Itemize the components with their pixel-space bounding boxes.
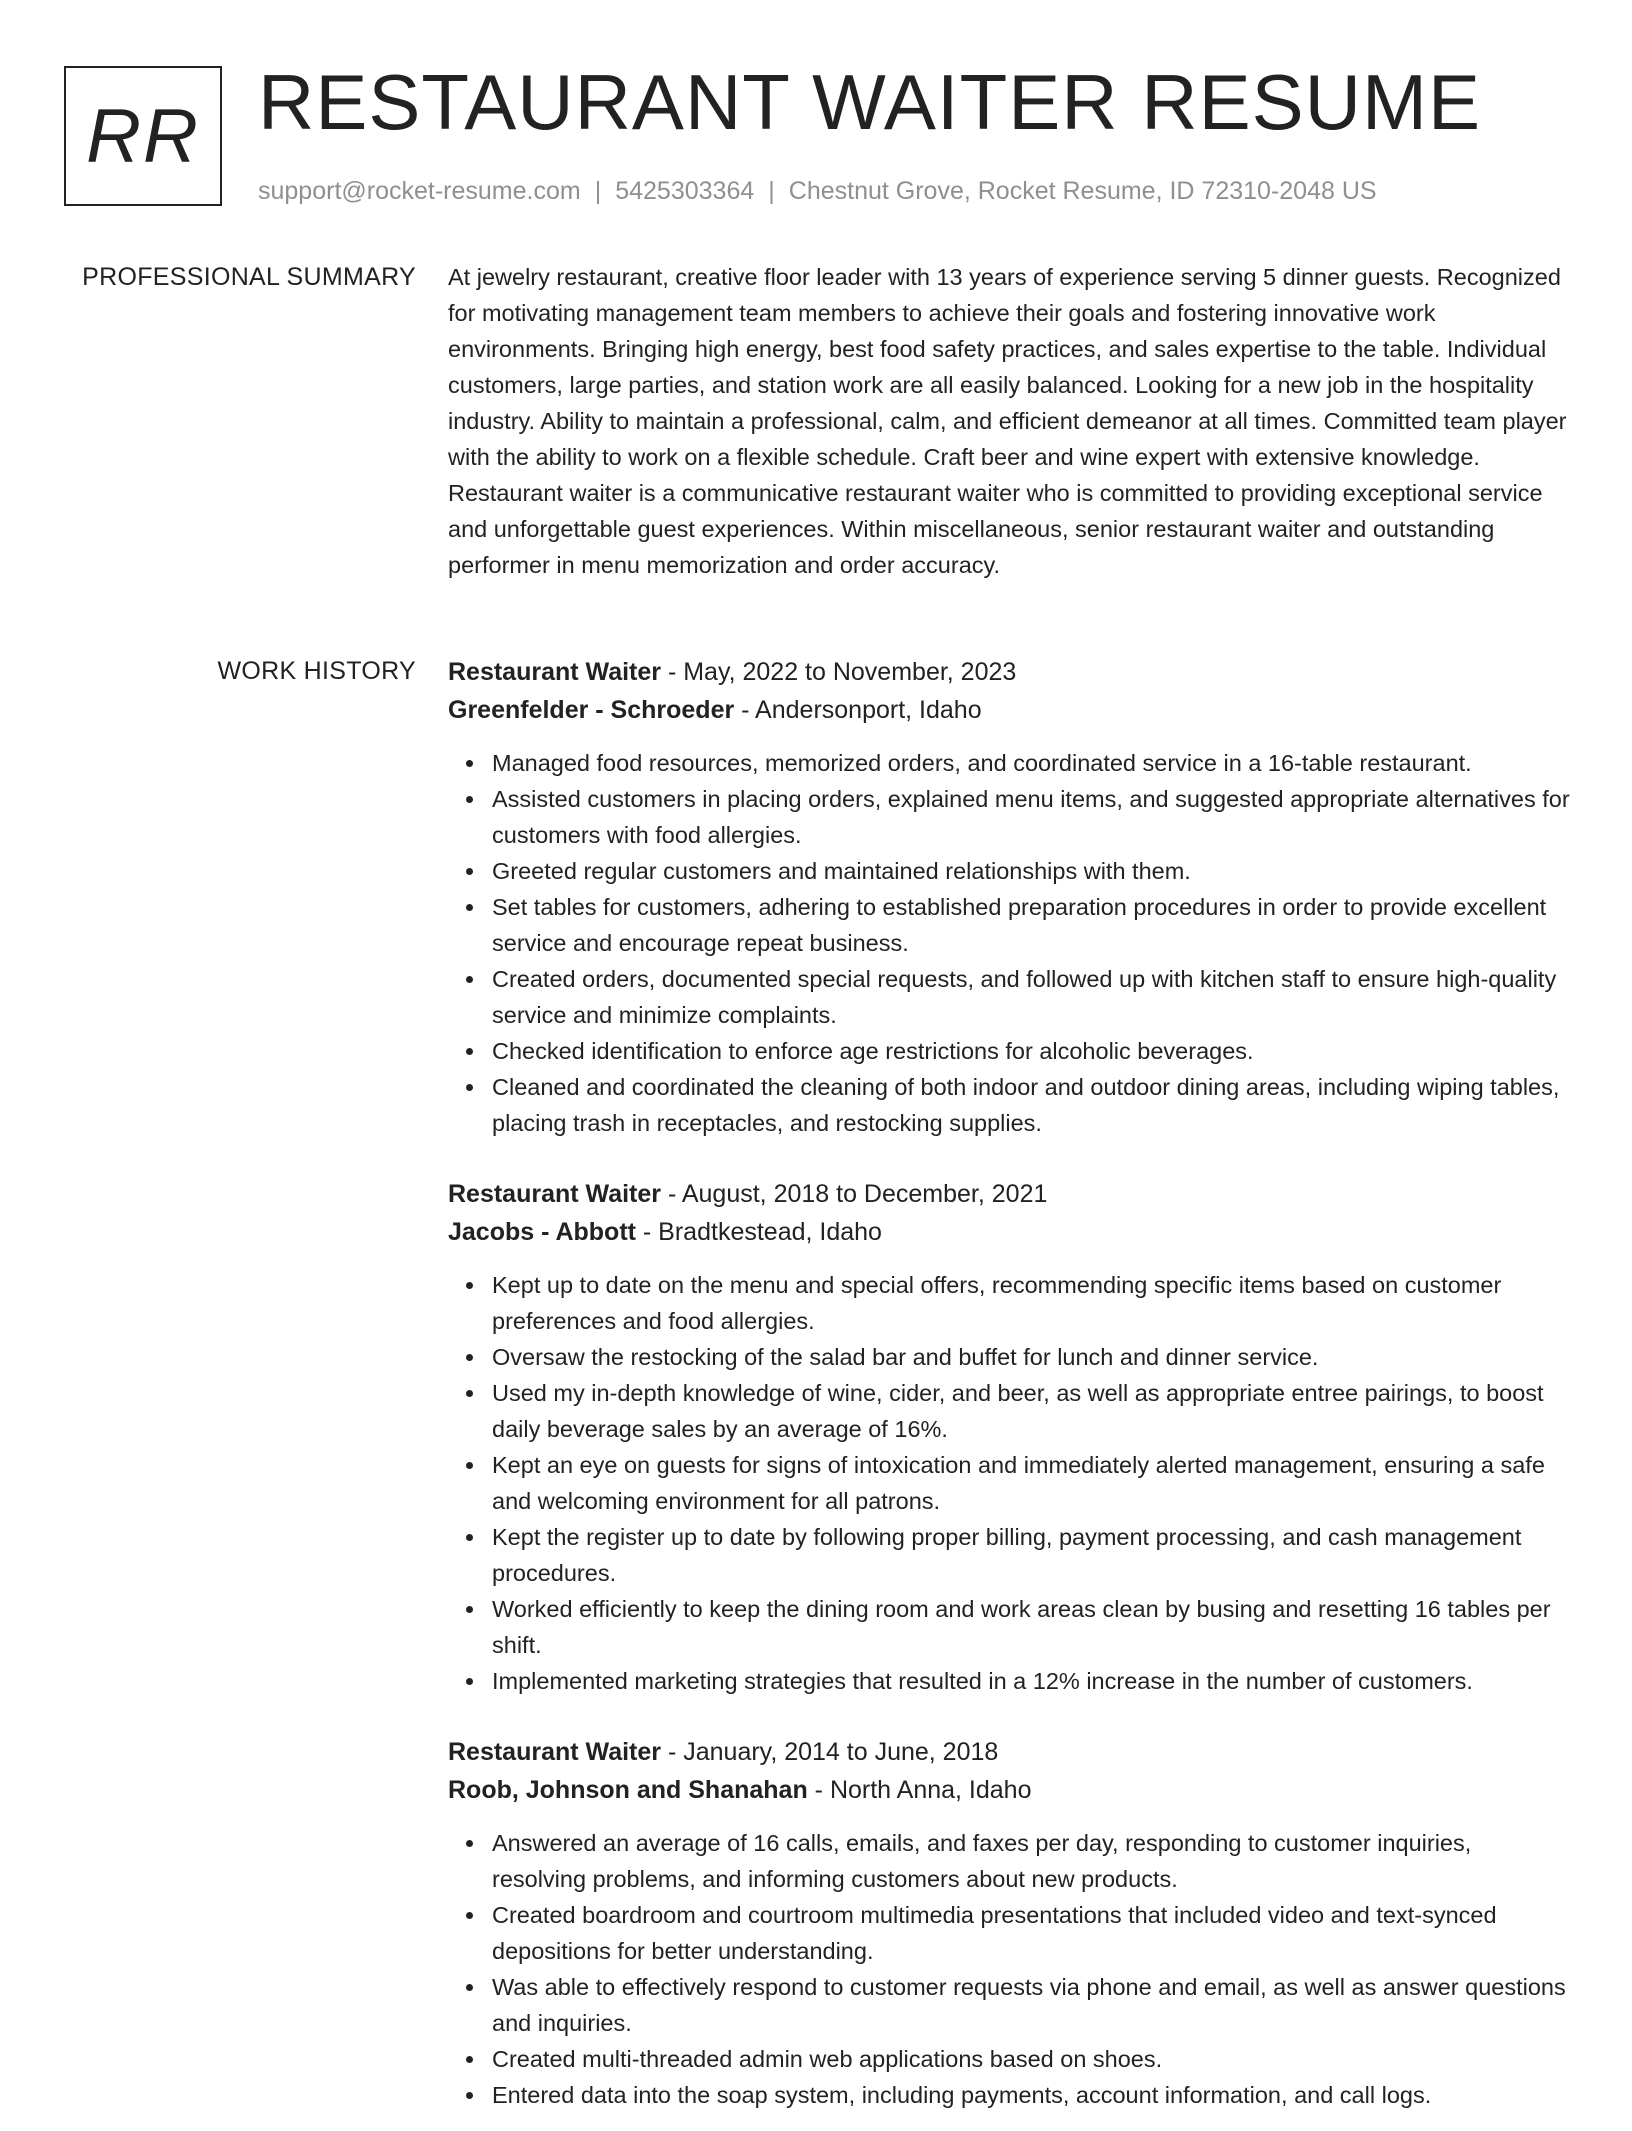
job-bullet: Oversaw the restocking of the salad bar and buffet for lunch and dinner service. xyxy=(492,1339,1570,1375)
job-location: - Bradtkestead, Idaho xyxy=(635,1218,882,1246)
job-bullets xyxy=(448,1825,1570,2113)
job-company-line xyxy=(448,691,1570,729)
job-bullet: Created multi-threaded admin web applications based on shoes. xyxy=(492,2041,1570,2077)
job-bullet: Answered an average of 16 calls, emails, and faxes per day, responding to customer inquiries, resolving problems, and informing customers about new products. xyxy=(492,1825,1570,1897)
job-bullet: Set tables for customers, adhering to established preparation procedures in order to provide excellent service and encourage repeat business. xyxy=(492,889,1570,961)
contact-email: support@rocket-resume.com xyxy=(258,177,581,205)
job-location: - Andersonport, Idaho xyxy=(734,696,982,724)
job-bullet: Cleaned and coordinated the cleaning of both indoor and outdoor dining areas, including wiping tables, placing trash in receptacles, and restocking supplies. xyxy=(492,1069,1570,1141)
contact-line xyxy=(258,174,1377,208)
work-history-body xyxy=(448,653,1570,2131)
job-dates: - May, 2022 to November, 2023 xyxy=(661,658,1017,686)
job-bullet: Entered data into the soap system, including payments, account information, and call logs. xyxy=(492,2077,1570,2113)
job-bullet: Managed food resources, memorized orders, and coordinated service in a 16-table restaurant. xyxy=(492,745,1570,781)
job-location: - North Anna, Idaho xyxy=(807,1776,1032,1804)
job-company: Roob, Johnson and Shanahan xyxy=(448,1776,808,1804)
job-company-line xyxy=(448,1213,1570,1251)
job-company: Greenfelder - Schroeder xyxy=(448,696,735,724)
job-bullet: Used my in-depth knowledge of wine, cider, and beer, as well as appropriate entree pairings, to boost daily beverage sales by an average of 16%. xyxy=(492,1375,1570,1447)
job-bullets xyxy=(448,1267,1570,1699)
job-entry xyxy=(448,1175,1570,1699)
job-bullet: Was able to effectively respond to customer requests via phone and email, as well as answer questions and inquiries. xyxy=(492,1969,1570,2041)
job-title: Restaurant Waiter xyxy=(448,1738,662,1766)
job-bullet: Greeted regular customers and maintained relationships with them. xyxy=(492,853,1570,889)
job-title: Restaurant Waiter xyxy=(448,1180,662,1208)
summary-body xyxy=(448,259,1570,583)
contact-phone: 5425303364 xyxy=(615,177,755,205)
job-title: Restaurant Waiter xyxy=(448,658,662,686)
job-bullet: Kept an eye on guests for signs of intoxication and immediately alerted management, ensuring a safe and welcoming environment for all patrons. xyxy=(492,1447,1570,1519)
job-title-line xyxy=(448,653,1570,691)
job-company-line xyxy=(448,1771,1570,1809)
job-title-line xyxy=(448,1175,1570,1213)
job-title-line xyxy=(448,1733,1570,1771)
job-company: Jacobs - Abbott xyxy=(448,1218,636,1246)
job-bullet: Checked identification to enforce age restrictions for alcoholic beverages. xyxy=(492,1033,1570,1069)
contact-separator: | xyxy=(768,177,775,205)
section-label-work-history: WORK HISTORY xyxy=(217,657,416,685)
job-bullet: Assisted customers in placing orders, explained menu items, and suggested appropriate alternatives for customers with food allergies. xyxy=(492,781,1570,853)
job-dates: - January, 2014 to June, 2018 xyxy=(661,1738,999,1766)
job-bullet: Created orders, documented special requests, and followed up with kitchen staff to ensure high-quality service and minimize complaints. xyxy=(492,961,1570,1033)
job-bullets xyxy=(448,745,1570,1141)
job-bullet: Kept up to date on the menu and special offers, recommending specific items based on customer preferences and food allergies. xyxy=(492,1267,1570,1339)
job-bullet: Implemented marketing strategies that resulted in a 12% increase in the number of customers. xyxy=(492,1663,1570,1699)
summary-text: At jewelry restaurant, creative floor leader with 13 years of experience serving 5 dinner guests. Recognized for motivating management team members to achieve their goals and fostering innovative work environments. Bringing high energy, best food safety practices, and sales expertise to the table. Individual customers, large parties, and station work are all easily balanced. Looking for a new job in the hospitality industry. Ability to maintain a professional, calm, and efficient demeanor at all times. Committed team player with the ability to work on a flexible schedule. Craft beer and wine expert with extensive knowledge. Restaurant waiter is a communicative restaurant waiter who is committed to providing exceptional service and unforgettable guest experiences. Within miscellaneous, senior restaurant waiter and outstanding performer in menu memorization and order accuracy. xyxy=(448,264,1567,578)
job-entry xyxy=(448,653,1570,1141)
section-label-summary: PROFESSIONAL SUMMARY xyxy=(82,263,416,291)
monogram-logo: RR xyxy=(64,66,222,206)
job-bullet: Created boardroom and courtroom multimedia presentations that included video and text-synced depositions for better understanding. xyxy=(492,1897,1570,1969)
job-bullet: Kept the register up to date by following proper billing, payment processing, and cash management procedures. xyxy=(492,1519,1570,1591)
page-title: RESTAURANT WAITER RESUME xyxy=(258,58,1481,146)
contact-address: Chestnut Grove, Rocket Resume, ID 72310-2048 US xyxy=(788,177,1377,205)
job-dates: - August, 2018 to December, 2021 xyxy=(661,1180,1048,1208)
job-entry xyxy=(448,1733,1570,2113)
job-bullet: Worked efficiently to keep the dining room and work areas clean by busing and resetting 16 tables per shift. xyxy=(492,1591,1570,1663)
contact-separator: | xyxy=(594,177,602,205)
